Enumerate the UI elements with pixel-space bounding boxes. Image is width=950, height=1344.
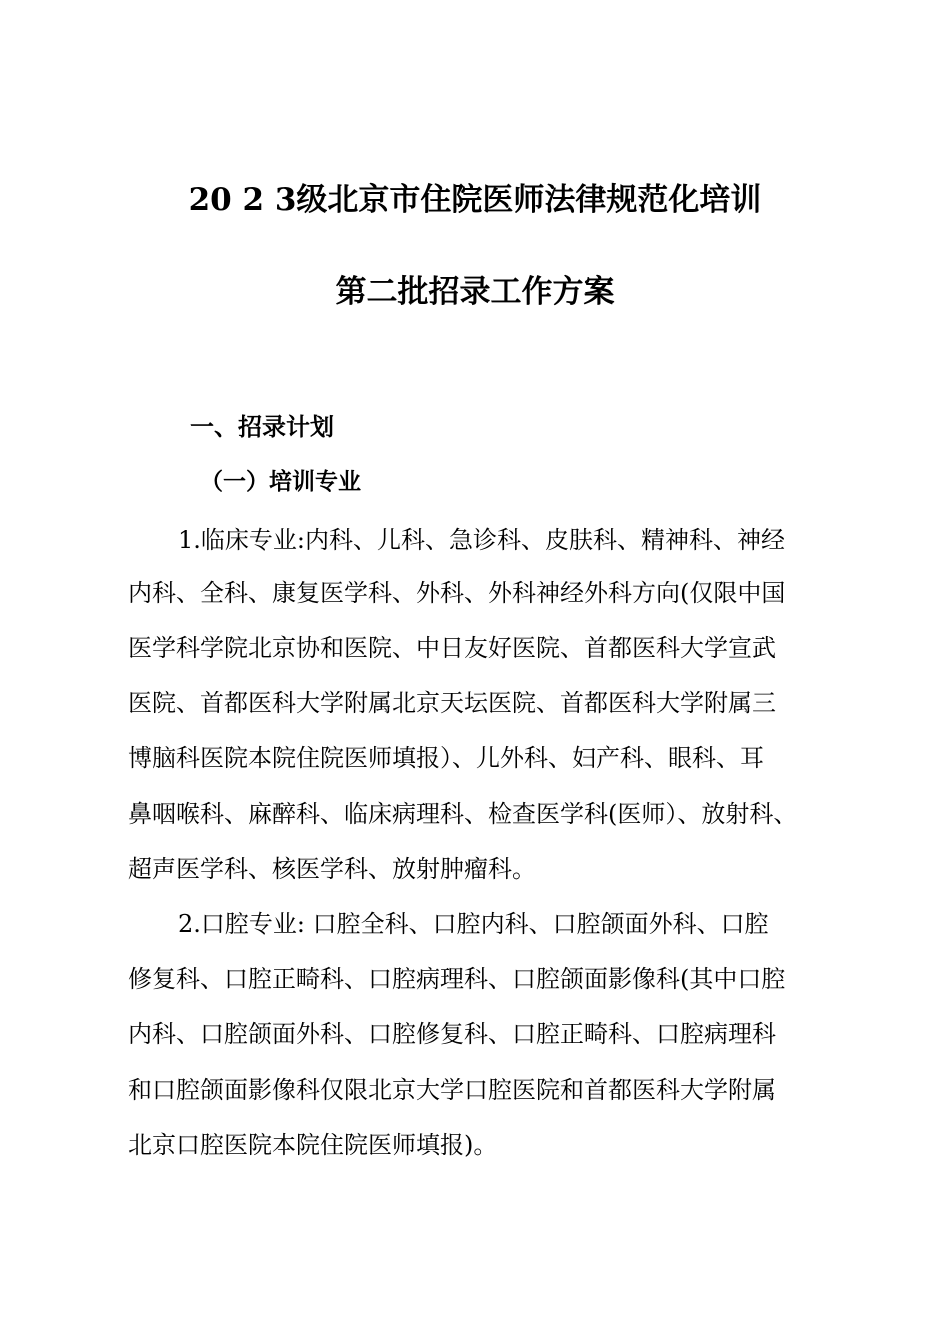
item-2-line-3: 内科、口腔颌面外科、口腔修复科、口腔正畸科、口腔病理科 (128, 1020, 776, 1048)
item-1-line-4: 医院、首都医科大学附属北京天坛医院、首都医科大学附属三 (128, 689, 776, 717)
document-title-line-2: 第二批招录工作方案 (335, 274, 615, 310)
item-2-line-4: 和口腔颌面影像科仅限北京大学口腔医院和首都医科大学附属 (128, 1076, 776, 1104)
item-2-line-1: 2.口腔专业: 口腔全科、口腔内科、口腔颌面外科、口腔 (178, 910, 769, 938)
section-heading-recruitment-plan: 一、招录计划 (190, 413, 334, 441)
item-1-line-7: 超声医学科、核医学科、放射肿瘤科。 (128, 855, 536, 883)
item-1-line-2: 内科、全科、康复医学科、外科、外科神经外科方向(仅限中国 (128, 579, 786, 607)
item-1-line-5: 博脑科医院本院住院医师填报）、儿外科、妇产科、眼科、耳 (128, 744, 764, 772)
item-1-line-6: 鼻咽喉科、麻醉科、临床病理科、检查医学科(医师）、放射科、 (128, 800, 798, 828)
item-2-line-2: 修复科、口腔正畸科、口腔病理科、口腔颌面影像科(其中口腔 (128, 965, 786, 993)
item-1-line-1: 1.临床专业:内科、儿科、急诊科、皮肤科、精神科、神经 (178, 526, 785, 554)
document-title-line-1: 20 2 3级北京市住院医师法律规范化培训 (188, 182, 762, 218)
item-1-line-3: 医学科学院北京协和医院、中日友好医院、首都医科大学宣武 (128, 634, 776, 662)
item-2-line-5: 北京口腔医院本院住院医师填报)。 (128, 1131, 498, 1159)
subsection-heading-training-specialties: （一）培训专业 (200, 469, 361, 495)
